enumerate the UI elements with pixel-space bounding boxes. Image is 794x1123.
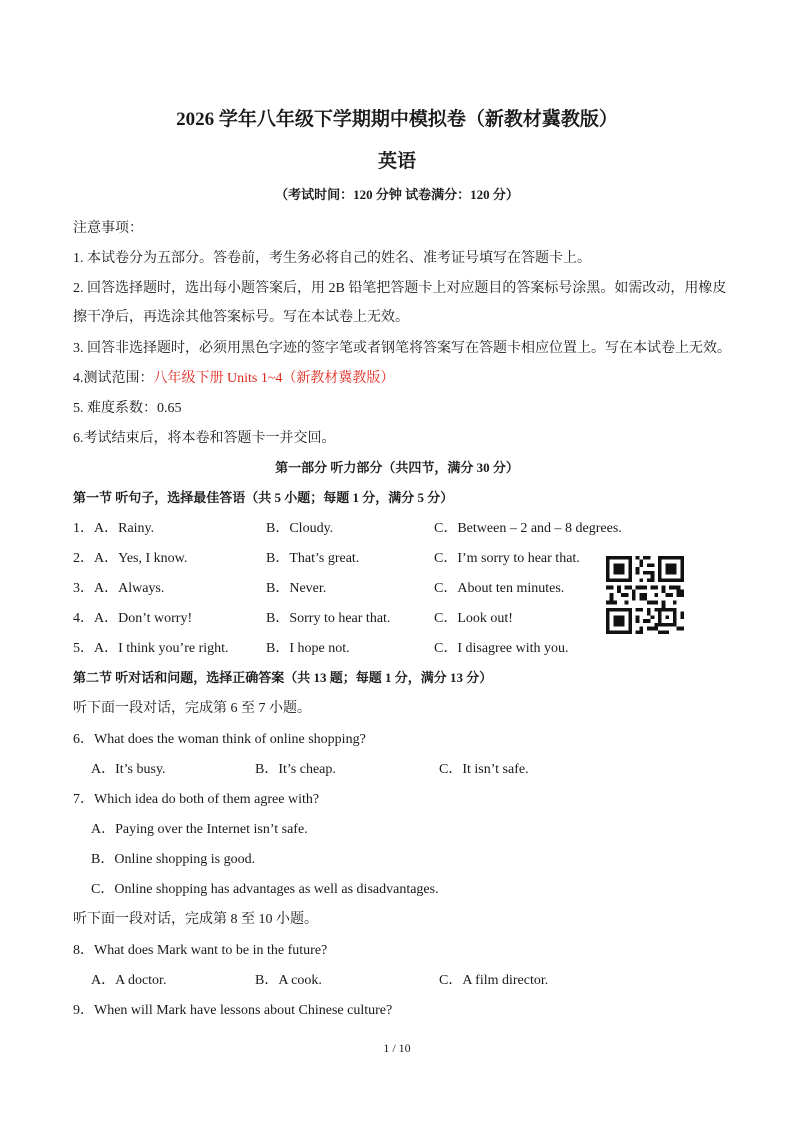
option-a: A．I think you’re right.: [94, 641, 229, 656]
question-row: [73, 517, 154, 537]
q6-option-b: B．It’s cheap.: [255, 762, 336, 777]
q8-option-c: C．A film director.: [439, 973, 549, 988]
note-5: 5. 难度系数：0.65: [73, 401, 182, 416]
note-4-value: 八年级下册 Units 1~4（新教材冀教版）: [153, 371, 395, 386]
question-number: 2．: [73, 551, 94, 566]
option-c: C．Look out!: [434, 611, 513, 626]
option-c: C．I’m sorry to hear that.: [434, 551, 580, 566]
question-9: 9．When will Mark have lessons about Chinese culture?: [73, 1003, 393, 1018]
note-1: 1. 本试卷分为五部分。答卷前，考生务必将自己的姓名、准考证号填写在答题卡上。: [73, 251, 591, 266]
question-number: 5．: [73, 641, 94, 656]
section2-heading: 第二节 听对话和问题，选择正确答案（共 13 题；每题 1 分，满分 13 分）: [73, 670, 493, 685]
option-c: C．About ten minutes.: [434, 581, 565, 596]
dialogue-intro-2: 听下面一段对话，完成第 8 至 10 小题。: [73, 912, 318, 927]
note-6: 6.考试结束后，将本卷和答题卡一并交回。: [73, 431, 336, 446]
section1-heading: 第一节 听句子，选择最佳答语（共 5 小题；每题 1 分，满分 5 分）: [73, 490, 454, 505]
q7-option-b: B．Online shopping is good.: [91, 852, 256, 867]
question-7: 7．Which idea do both of them agree with?: [73, 792, 320, 807]
note-4-label: 4.测试范围：: [73, 371, 154, 386]
question-row: [73, 577, 164, 597]
q8-option-a: A．A doctor.: [91, 973, 167, 988]
option-b: B．I hope not.: [266, 641, 350, 656]
page-number: 1 / 10: [383, 1041, 411, 1055]
question-number: 4．: [73, 611, 94, 626]
dialogue-intro-1: 听下面一段对话，完成第 6 至 7 小题。: [73, 701, 311, 716]
q6-option-a: A．It’s busy.: [91, 762, 166, 777]
qr-code-icon: [606, 556, 684, 634]
note-2a: 2. 回答选择题时，选出每小题答案后，用 2B 铅笔把答题卡上对应题目的答案标号涂黑。如需改动，用橡皮: [73, 281, 727, 296]
question-row: [73, 637, 229, 657]
exam-info: （考试时间：120 分钟 试卷满分：120 分）: [275, 187, 519, 202]
notes-heading: 注意事项：: [73, 221, 143, 236]
part1-heading: 第一部分 听力部分（共四节，满分 30 分）: [275, 460, 519, 475]
q7-option-c: C．Online shopping has advantages as well as disadvantages.: [91, 882, 439, 897]
option-a: A．Always.: [94, 581, 165, 596]
q7-option-a: A．Paying over the Internet isn’t safe.: [91, 822, 308, 837]
question-number: 3．: [73, 581, 94, 596]
question-6: 6．What does the woman think of online shopping?: [73, 732, 366, 747]
option-b: B．Sorry to hear that.: [266, 611, 391, 626]
question-row: [73, 547, 187, 567]
option-a: A．Rainy.: [94, 521, 155, 536]
note-3: 3. 回答非选择题时，必须用黑色字迹的签字笔或者钢笔将答案写在答题卡相应位置上。写在本试卷上无效。: [73, 341, 731, 356]
q8-option-b: B．A cook.: [255, 973, 322, 988]
q6-option-c: C．It isn’t safe.: [439, 762, 529, 777]
option-b: B．Cloudy.: [266, 521, 334, 536]
note-4: [73, 367, 394, 387]
question-row: [73, 607, 192, 627]
option-c: C．I disagree with you.: [434, 641, 569, 656]
option-a: A．Don’t worry!: [94, 611, 193, 626]
note-2b: 擦干净后，再选涂其他答案标号。写在本试卷上无效。: [73, 310, 409, 325]
option-b: B．Never.: [266, 581, 327, 596]
page-title: 2026 学年八年级下学期期中模拟卷（新教材冀教版）: [176, 109, 618, 130]
option-b: B．That’s great.: [266, 551, 360, 566]
option-c: C．Between – 2 and – 8 degrees.: [434, 521, 622, 536]
question-8: 8．What does Mark want to be in the future?: [73, 943, 328, 958]
option-a: A．Yes, I know.: [94, 551, 188, 566]
subject-title: 英语: [377, 151, 416, 172]
question-number: 1．: [73, 521, 94, 536]
